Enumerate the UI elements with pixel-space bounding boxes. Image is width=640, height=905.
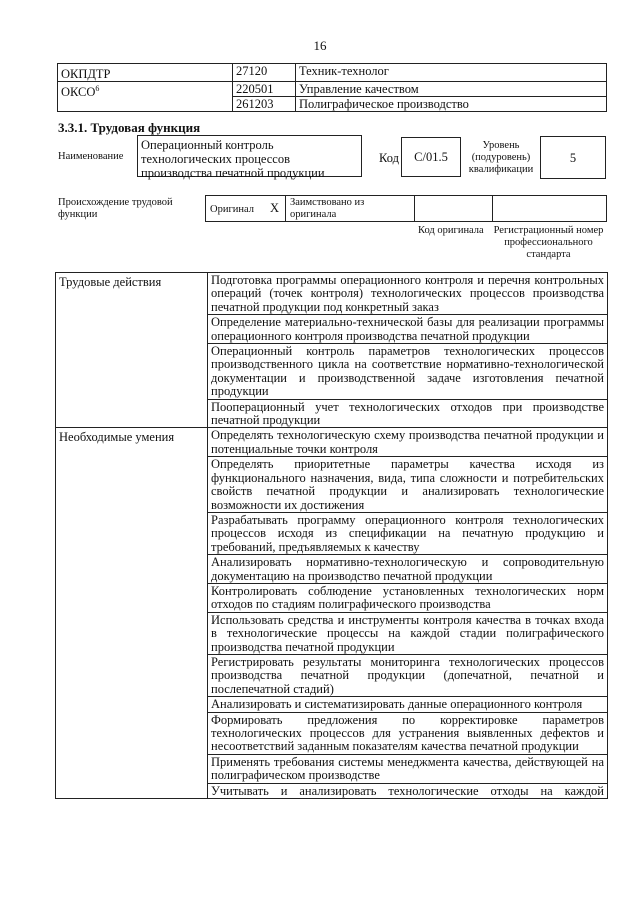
reg-number-label: Регистрационный номер профессионального стандарта [493,225,604,260]
list-item: Анализировать и систематизировать данные операционного контроля [208,697,608,712]
classifier-name: ОКПДТР [58,64,233,82]
list-item: Подготовка программы операционного контроля и перечня контрольных операций (точек контроля) технологических процессов производства печатной продукции под конкретный заказ [208,273,608,315]
classifier-title: Управление качеством [296,82,607,97]
list-item: Разрабатывать программу операционного контроля технологических процессов исходя из спецификации на печатную продукцию и требований, предъявляемых к качеству [208,512,608,554]
code-label: Код [379,151,399,165]
classifier-table [57,63,607,112]
classifier-row [58,64,607,82]
borrowed-label: Заимствовано из оригинала [290,197,365,220]
section-title: 3.3.1. Трудовая функция [58,120,201,135]
classifier-title: Полиграфическое производство [296,97,607,112]
row-heading: Трудовые действия [56,273,208,428]
row-heading: Необходимые умения [56,428,208,799]
page-number: 16 [313,38,327,53]
origin-divider [285,196,286,222]
origin-divider [492,196,493,222]
classifier-row [58,82,607,97]
list-item: Использовать средства и инструменты контроля качества в точках входа в технологические процессы на каждой стадии полиграфического производства печатной продукции [208,612,608,654]
list-item: Определять приоритетные параметры качества исходя из функционального назначения, вида, типа сложности и потребительских свойств печатной продукции и анализировать технологические возможности их достижения [208,457,608,513]
list-item: Применять требования системы менеджмента качества, действующей на полиграфическом производстве [208,754,608,783]
origin-box [205,195,607,222]
table-row [56,273,608,315]
list-item: Анализировать нормативно-технологическую и сопроводительную документацию на производство печатной продукции [208,555,608,584]
level-value: 5 [540,136,606,179]
function-name-value: Операционный контроль технологических процессов производства печатной продукции [137,135,362,177]
list-item: Определять технологическую схему производства печатной продукции и потенциальные точки контроля [208,428,608,457]
code-original-label: Код оригинала [418,225,484,236]
list-item: Операционный контроль параметров технологических процессов производственного цикла на соответствие нормативно-технологической документации и производственной задаче изготовления печатной продукции [208,344,608,400]
original-label: Оригинал [210,204,254,215]
origin-divider [414,196,415,222]
list-item: Регистрировать результаты мониторинга технологических процессов производства печатной продукции (допечатной, печатной и послепечатной стадий) [208,654,608,696]
function-code-value: С/01.5 [401,137,461,177]
classifier-title: Техник-технолог [296,64,607,82]
origin-label: Происхождение трудовой функции [58,197,173,220]
list-item: Формировать предложения по корректировке параметров технологических процессов для устранения выявленных дефектов и несоответствий заданным показателям качества печатной продукции [208,712,608,754]
level-label: Уровень (подуровень) квалификации [468,140,534,175]
classifier-name: ОКСО$^6$ [58,82,233,112]
table-row [56,428,608,457]
list-item: Определение материально-технической базы для реализации программы операционного контроля производства печатной продукции [208,315,608,344]
classifier-code: 220501 [233,82,296,97]
list-item: Учитывать и анализировать технологические отходы на каждой [208,783,608,798]
function-content-table [55,272,608,799]
name-label: Наименование [58,151,124,162]
classifier-code: 261203 [233,97,296,112]
list-item: Контролировать соблюдение установленных технологических норм отходов по стадиям полиграфического производства [208,583,608,612]
classifier-code: 27120 [233,64,296,82]
original-mark: X [270,201,280,215]
list-item: Пооперационный учет технологических отходов при производстве печатной продукции [208,399,608,428]
